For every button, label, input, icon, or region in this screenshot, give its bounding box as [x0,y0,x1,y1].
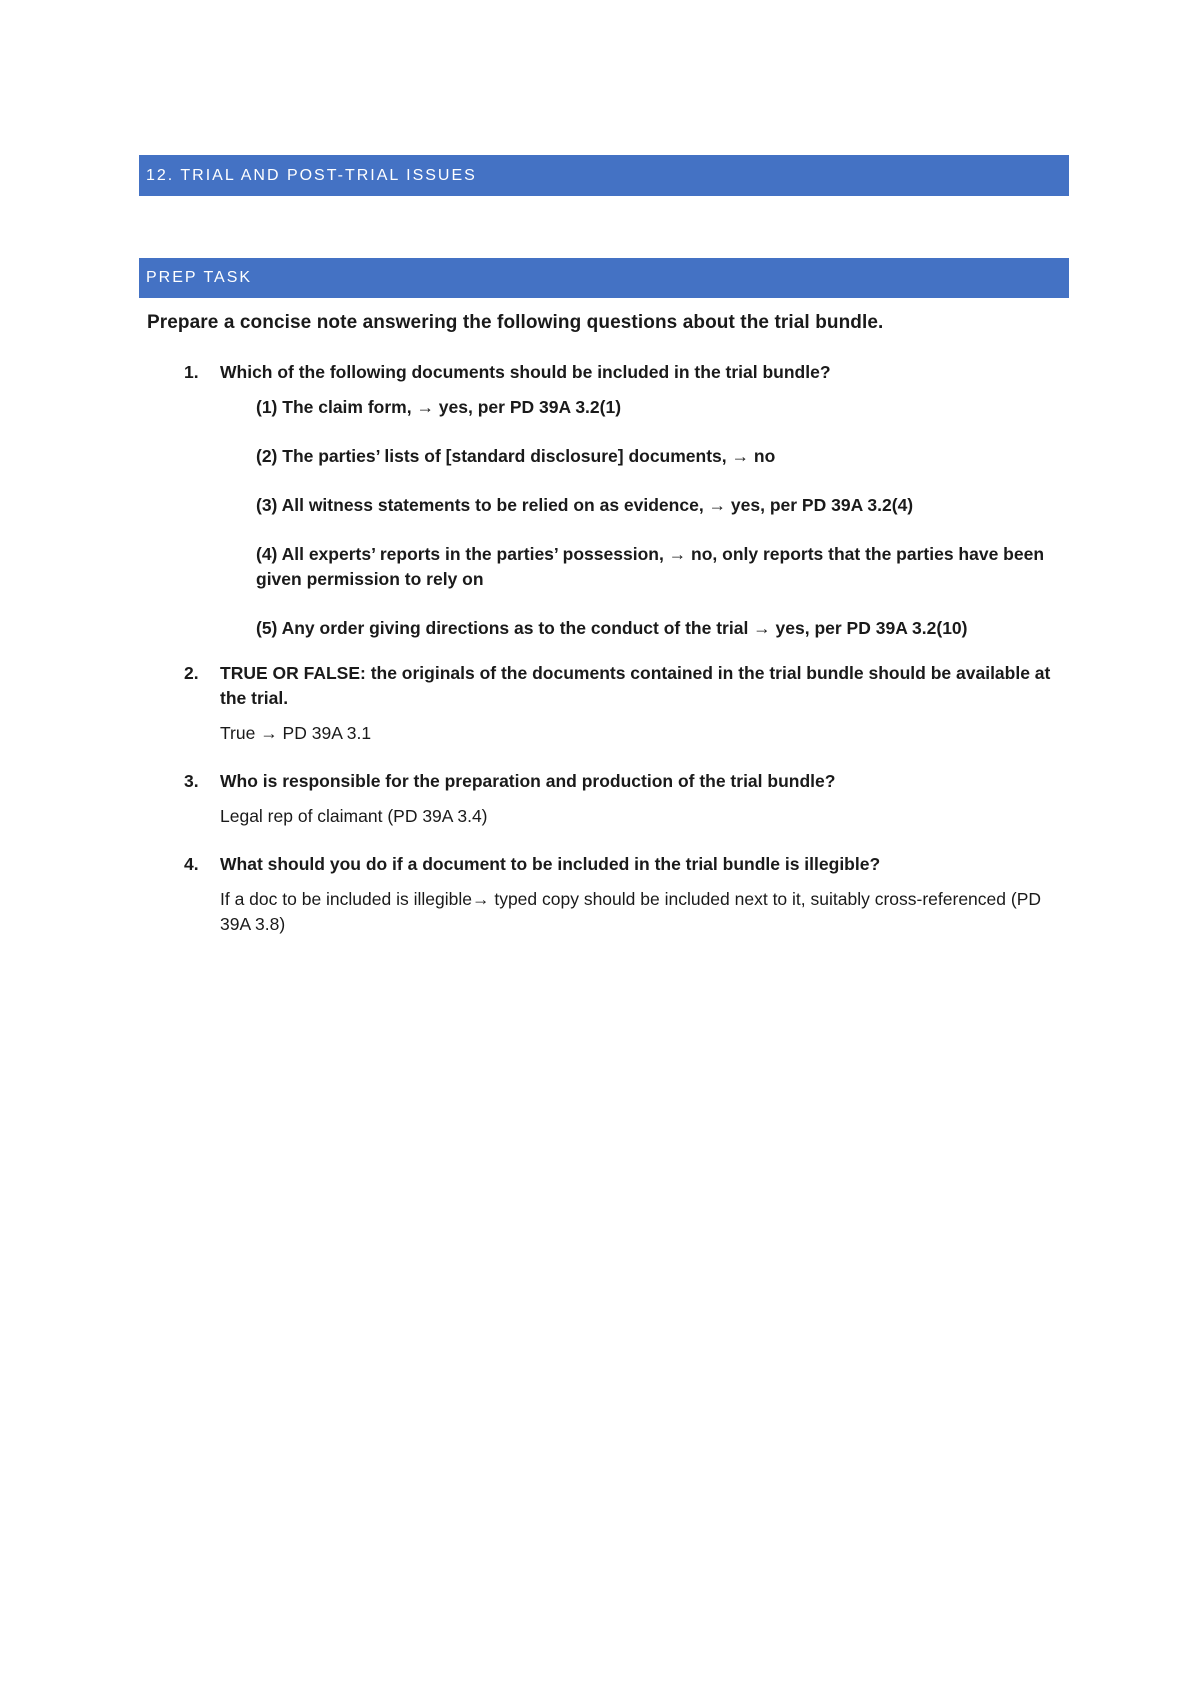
question-number: 2. [184,663,199,683]
question-item [184,769,1064,829]
question-text: Which of the following documents should be included in the trial bundle? [220,362,831,382]
option-item: (3) All witness statements to be relied on as evidence, → yes, per PD 39A 3.2(4) [256,495,914,515]
question-text: What should you do if a document to be included in the trial bundle is illegible? [220,854,881,874]
option-item: (1) The claim form, → yes, per PD 39A 3.2(1) [256,397,622,417]
section-title: 12. TRIAL AND POST-TRIAL ISSUES [146,166,477,184]
question-list [184,360,1064,937]
question-number: 3. [184,771,199,791]
question-number: 1. [184,362,199,382]
question-text: Who is responsible for the preparation and production of the trial bundle? [220,771,836,791]
question-item [184,661,1064,746]
answer-text: True → PD 39A 3.1 [220,723,372,743]
answer-text: If a doc to be included is illegible→ typed copy should be included next to it, suitably cross-referenced (PD 39A 3.8) [220,889,1042,934]
intro-instruction: Prepare a concise note answering the following questions about the trial bundle. [147,312,884,333]
option-item: (4) All experts’ reports in the parties’ possession, → no, only reports that the parties have been given permission to rely on [256,544,1045,589]
answer-text: Legal rep of claimant (PD 39A 3.4) [220,806,488,826]
option-item: (5) Any order giving directions as to the conduct of the trial → yes, per PD 39A 3.2(10) [256,618,968,638]
prep-task-banner [139,258,1069,298]
question-text: TRUE OR FALSE: the originals of the documents contained in the trial bundle should be available at the trial. [220,663,1051,708]
question-number: 4. [184,854,199,874]
question-item [184,360,1064,641]
section-title-banner [139,155,1069,196]
prep-task-title: PREP TASK [146,269,253,286]
option-item: (2) The parties’ lists of [standard disclosure] documents, → no [256,446,776,466]
option-list [220,395,1064,641]
question-item [184,852,1064,937]
